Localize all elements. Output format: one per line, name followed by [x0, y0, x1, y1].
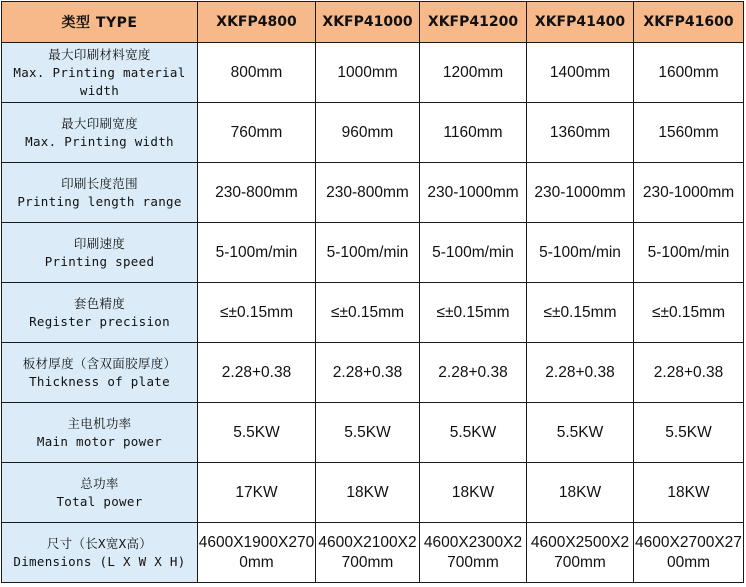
- spec-value-cell: 2.28+0.38: [198, 343, 316, 403]
- row-label-cn: 主电机功率: [67, 415, 132, 431]
- row-label-cn: 总功率: [80, 475, 119, 491]
- spec-value-cell: 18KW: [634, 463, 744, 523]
- spec-value-cell: 4600X1900X2700mm: [198, 523, 316, 583]
- spec-value-cell: ≤±0.15mm: [198, 283, 316, 343]
- spec-value-cell: 1000mm: [316, 43, 420, 103]
- spec-value-cell: ≤±0.15mm: [316, 283, 420, 343]
- row-label-en: Printing speed: [44, 253, 155, 269]
- row-label: [2, 343, 198, 403]
- row-label-en: Main motor power: [36, 433, 163, 449]
- model-header-cell: XKFP41600: [634, 2, 744, 43]
- spec-value-cell: 1160mm: [420, 103, 527, 163]
- model-header-cell: XKFP41200: [420, 2, 527, 43]
- spec-row-max-material-width: [2, 43, 744, 103]
- spec-value-cell: 230-800mm: [198, 163, 316, 223]
- spec-value-cell: 5.5KW: [634, 403, 744, 463]
- spec-value-cell: 18KW: [316, 463, 420, 523]
- row-label-en: Max. Printing width: [25, 133, 174, 149]
- row-label-cn: 板材厚度（含双面胶厚度）: [22, 355, 177, 371]
- header-row: [2, 2, 744, 43]
- spec-value-cell: 18KW: [527, 463, 634, 523]
- spec-value-cell: 5-100m/min: [420, 223, 527, 283]
- row-label-cn: 印刷速度: [73, 235, 126, 251]
- row-label-cn: 印刷长度范围: [61, 175, 138, 191]
- row-label: [2, 103, 198, 163]
- spec-value-cell: 5.5KW: [316, 403, 420, 463]
- spec-value-cell: 5.5KW: [198, 403, 316, 463]
- spec-value-cell: 800mm: [198, 43, 316, 103]
- row-label-cn: 尺寸（长X宽X高）: [46, 535, 153, 551]
- spec-value-cell: 2.28+0.38: [420, 343, 527, 403]
- row-label: [2, 403, 198, 463]
- spec-value-cell: 1400mm: [527, 43, 634, 103]
- row-label: [2, 523, 198, 583]
- spec-value-cell: 5.5KW: [527, 403, 634, 463]
- type-header-cell: 类型 TYPE: [2, 2, 198, 43]
- spec-value-cell: 5-100m/min: [316, 223, 420, 283]
- spec-value-cell: 4600X2300X2700mm: [420, 523, 527, 583]
- spec-value-cell: 1360mm: [527, 103, 634, 163]
- row-label: [2, 463, 198, 523]
- spec-row-register-precision: [2, 283, 744, 343]
- row-label: [2, 43, 198, 103]
- spec-row-dimensions: [2, 523, 744, 583]
- row-label-en: Total power: [56, 493, 143, 509]
- spec-value-cell: 4600X2100X2700mm: [316, 523, 420, 583]
- spec-row-plate-thickness: [2, 343, 744, 403]
- spec-value-cell: 4600X2500X2700mm: [527, 523, 634, 583]
- spec-value-cell: 4600X2700X2700mm: [634, 523, 744, 583]
- spec-table: [1, 1, 744, 583]
- spec-value-cell: ≤±0.15mm: [527, 283, 634, 343]
- spec-value-cell: 1600mm: [634, 43, 744, 103]
- row-label-en: Printing length range: [17, 193, 182, 209]
- spec-value-cell: 5-100m/min: [198, 223, 316, 283]
- spec-row-total-power: [2, 463, 744, 523]
- row-label-en: Register precision: [29, 313, 170, 329]
- spec-value-cell: ≤±0.15mm: [634, 283, 744, 343]
- spec-row-printing-length-range: [2, 163, 744, 223]
- row-label-en: Thickness of plate: [29, 373, 170, 389]
- spec-row-printing-speed: [2, 223, 744, 283]
- spec-value-cell: 2.28+0.38: [634, 343, 744, 403]
- model-header-cell: XKFP41000: [316, 2, 420, 43]
- row-label: [2, 223, 198, 283]
- spec-row-max-printing-width: [2, 103, 744, 163]
- spec-value-cell: 2.28+0.38: [527, 343, 634, 403]
- spec-value-cell: 1200mm: [420, 43, 527, 103]
- row-label-en: Dimensions (L X W X H): [13, 553, 186, 569]
- spec-value-cell: 230-1000mm: [634, 163, 744, 223]
- spec-value-cell: 2.28+0.38: [316, 343, 420, 403]
- model-header-cell: XKFP4800: [198, 2, 316, 43]
- row-label-cn: 最大印刷宽度: [61, 115, 138, 131]
- spec-row-main-motor-power: [2, 403, 744, 463]
- spec-value-cell: 18KW: [420, 463, 527, 523]
- spec-value-cell: 230-1000mm: [420, 163, 527, 223]
- spec-value-cell: 760mm: [198, 103, 316, 163]
- row-label-cn: 套色精度: [73, 295, 126, 311]
- model-header-cell: XKFP41400: [527, 2, 634, 43]
- row-label-en: Max. Printing material width: [13, 64, 186, 98]
- row-label: [2, 283, 198, 343]
- spec-value-cell: ≤±0.15mm: [420, 283, 527, 343]
- spec-value-cell: 5-100m/min: [527, 223, 634, 283]
- spec-value-cell: 1560mm: [634, 103, 744, 163]
- row-label: [2, 163, 198, 223]
- spec-value-cell: 5.5KW: [420, 403, 527, 463]
- spec-value-cell: 230-800mm: [316, 163, 420, 223]
- spec-value-cell: 230-1000mm: [527, 163, 634, 223]
- row-label-cn: 最大印刷材料宽度: [48, 46, 151, 62]
- spec-value-cell: 17KW: [198, 463, 316, 523]
- spec-value-cell: 5-100m/min: [634, 223, 744, 283]
- spec-value-cell: 960mm: [316, 103, 420, 163]
